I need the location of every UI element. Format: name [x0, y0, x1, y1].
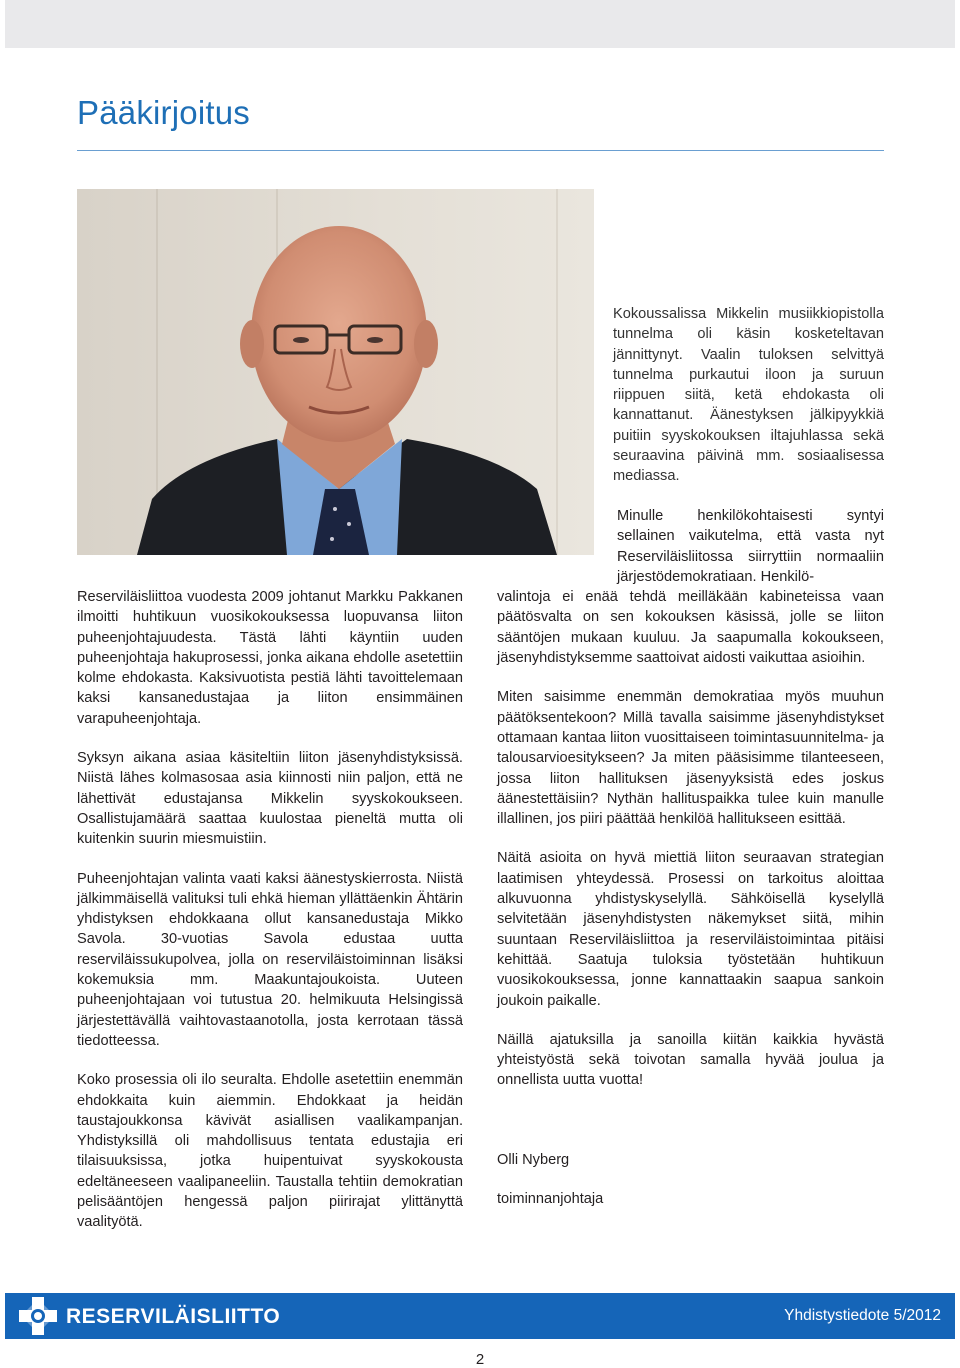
paragraph: Koko prosessia oli ilo seuralta. Ehdolle asetettiin enemmän ehdokkaita kuin aiemmin. Ehdokkaat ja heidän taustajoukkonsa kävivät asiallisen vaalikampanjan. Yhdistyksillä oli mahdollisuus tentata edustajia eri tilaisuuksissa, jotka huipentuivat syyskokousta edeltäneeseen vaalipaneeliin. Taustalla tehtiin demokratian pelisääntöjen hengessä paljon piirirajat ylittänyttä vaalityötä.	[77, 1072, 463, 1231]
logo-text: RESERVILÄISLIITTO	[66, 1305, 281, 1328]
paragraph-intro: Minulle henkilökohtaisesti syntyi sellainen vaikutelma, että vasta nyt Reserviläisliitossa siirryttiin normaaliin järjestödemokratiaan. Henkilö-	[617, 508, 884, 585]
paragraph: Näitä asioita on hyvä miettiä liiton seuraavan strategian laatimisen yhteydessä. Prosessi on tarkoitus aloittaa alkuvuonna yhdistyskyselyllä. Sähköisellä kyselyllä selvitetään jäsenyhdistysten näkemykset siitä, mihin suuntaan Reserviläisliittoa ja reserviläistoimintaa pitäisi kehittää. Saatuja tuloksia työstetään huhtikuun vuosikokouksessa, jonne kannattaakin saapua sankoin joukoin paikalle.	[497, 850, 884, 1009]
issue-label: Yhdistystiedote 5/2012	[784, 1307, 941, 1324]
title-divider	[77, 150, 884, 151]
paragraph-intro-continued: valintoja ei enää tehdä meilläkään kabineteissa vaan päätösvalta on sen kokouksen käsissä, jolle se liiton sääntöjen mukaan kuuluu. Ja saapumalla kokoukseen, jäsenyhdistyksemme saattoivat aidosti vaikuttaa asioihin.	[497, 589, 884, 667]
portrait-photo-icon	[77, 189, 594, 555]
signature-name: Olli Nyberg	[497, 1151, 570, 1168]
paragraph: Miten saisimme enemmän demokratiaa myös muuhun päätöksentekoon? Millä tavalla saisimme jäsenyhdistykset ottamaan kantaa liiton vuosittaiseen toimintasuunnitelma- ja talousarvioesitykseen? Ja miten pääsisimme tilanteeseen, jossa liiton hallituksen jäsenyyksistä edes joskus äänestettäisiin? Nythän hallituspaikka tulee kuin manulle illallinen, jos piiri päättää henkilöä hallitukseen esittää.	[497, 689, 884, 828]
signature-title: toiminnanjohtaja	[497, 1191, 604, 1208]
left-column	[77, 587, 463, 1252]
caption-text: Kokoussalissa Mikkelin musiikkiopistolla tunnelma oli käsin kosketeltavan jännittynyt. Vaalin tuloksen selvittyä tunnelma purkautui iloon ja suruun riippuen siitä, ketä ehdokasta oli kannattanut. Äänestyksen jälkipyykkiä puitiin syyskokouksen iltajuhlassa sekä seuraavina päivinä mm. sosiaalisessa mediassa.	[613, 306, 884, 485]
right-column	[497, 506, 884, 1228]
top-header-bar	[5, 0, 955, 48]
paragraph: Syksyn aikana asiaa käsiteltiin liiton jäsenyhdistyksissä. Niistä lähes kolmasosaa asia kiinnosti niin paljon, että ne lähettivät edustajansa Mikkelin syyskokoukseen. Osallistujamäärä saattaa kuulostaa pieneltä mutta oli kuitenkin suurin miesmuistiin.	[77, 750, 463, 848]
footer-bar	[5, 1293, 955, 1339]
spacer	[497, 1110, 884, 1150]
portrait-photo	[77, 189, 594, 555]
paragraph: Näillä ajatuksilla ja sanoilla kiitän kaikkia hyvästä yhteistyöstä sekä toivotan samalla hyvää joulua ja onnellista uutta vuotta!	[497, 1031, 884, 1089]
reservilaisliitto-cross-emblem-icon	[17, 1295, 59, 1342]
paragraph: Reserviläisliittoa vuodesta 2009 johtanut Markku Pakkanen ilmoitti huhtikuun vuosikokouksessa luopuvansa liiton puheenjohtajuudesta. Tästä lähti käyntiin uuden puheenjohtaja hakuprosessi, jonka aikana ehdolle asetettiin kolme ehdokasta. Kaksivuotista pestiä lähti tavoittelemaan kaksi kansanedustajaa ja liiton ensimmäinen varapuheenjohtaja.	[77, 589, 463, 727]
page-title: Pääkirjoitus	[77, 94, 250, 131]
paragraph: Puheenjohtajan valinta vaati kaksi äänestyskierrosta. Niistä jälkimmäisellä valituksi tuli ehkä hieman yllättäenkin Ähtärin yhdistyksen ehdokkaana ollut kansanedustaja Mikko Savola. 30-vuotias Savola edustaa uutta reserviläissukupolvea, jolla on reserviläistoiminnan lisäksi kokemuksia mm. Maakuntajoukoista. Uuteen puheenjohtajaan voi tutustua 20. helmikuuta Helsingissä järjestettävällä vaihtovastaanotolla, josta kerrotaan tässä tiedotteessa.	[77, 870, 463, 1049]
photo-caption	[613, 304, 884, 506]
page-number: 2	[475, 1351, 485, 1368]
